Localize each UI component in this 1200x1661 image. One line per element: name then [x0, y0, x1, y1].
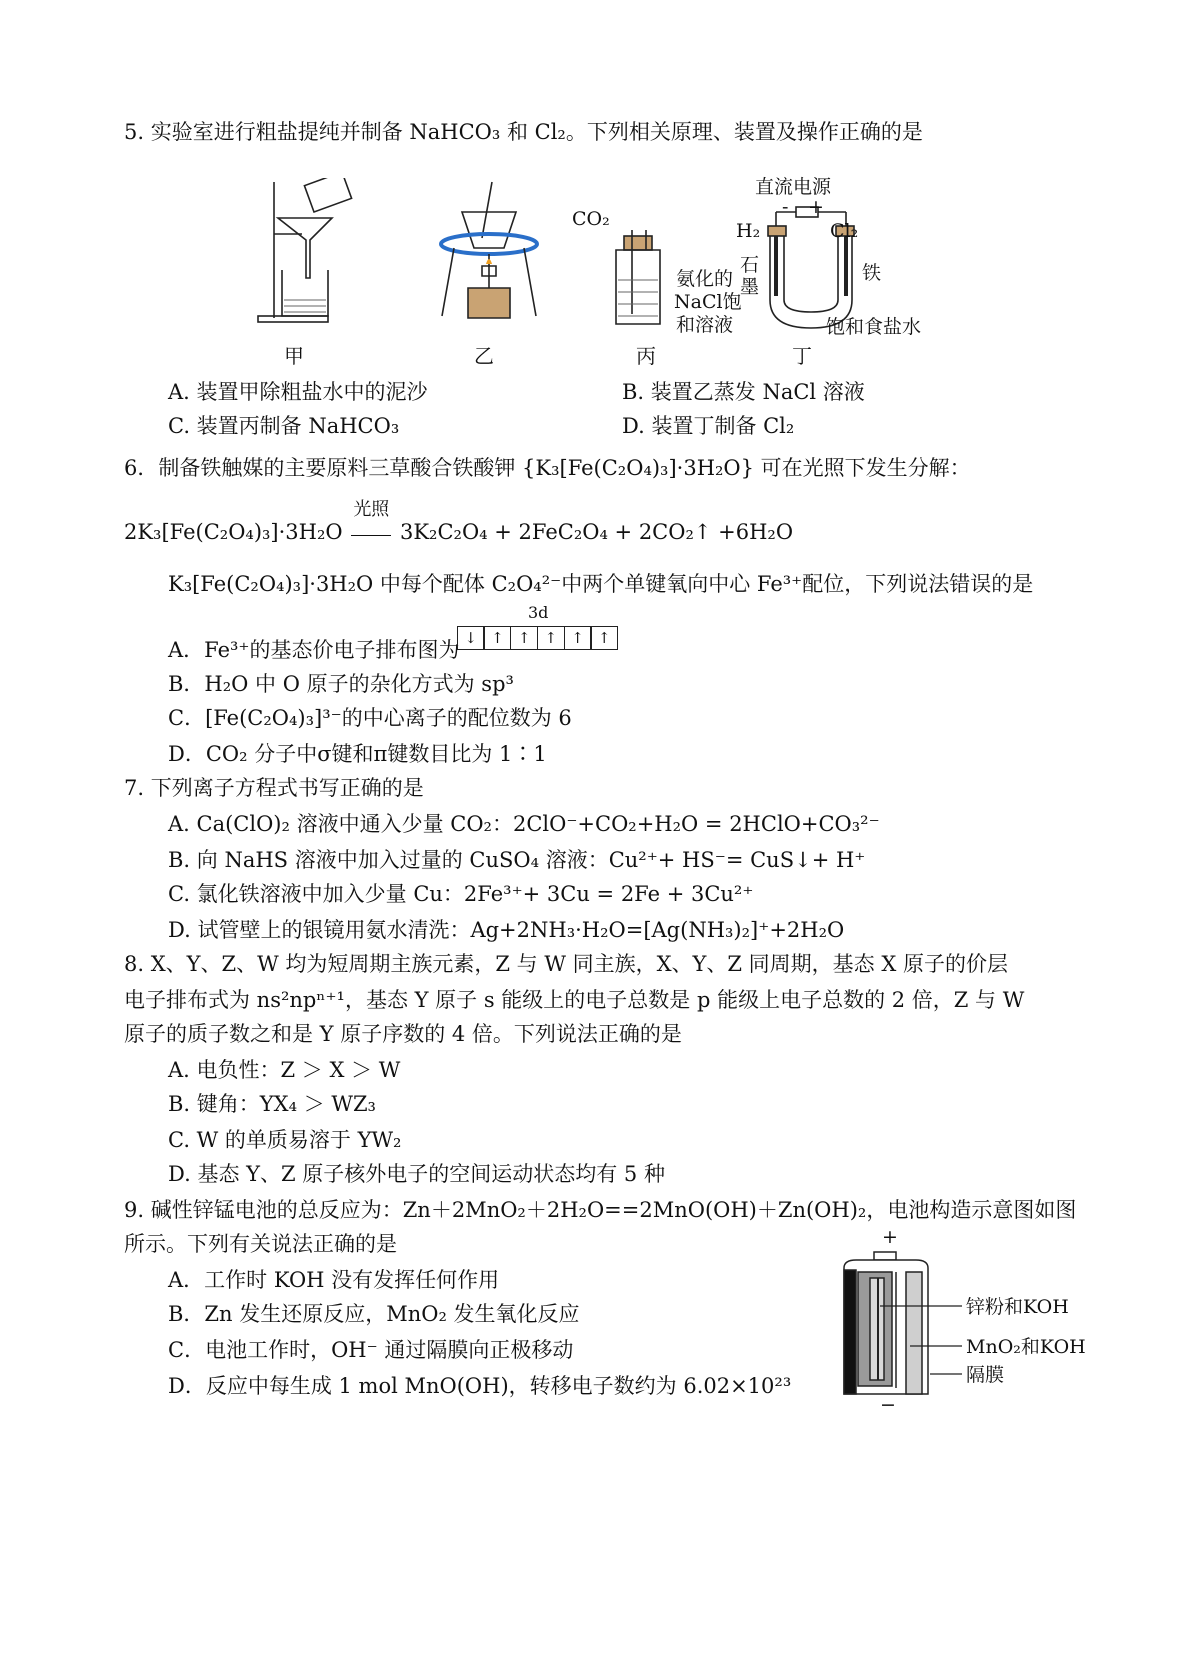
solution-label-line1: 氨化的	[676, 268, 734, 290]
equation-right: 3K₂C₂O₄ + 2FeC₂O₄ + 2CO₂↑ +6H₂O	[400, 520, 794, 544]
q5-option-c[interactable]: C. 装置丙制备 NaHCO₃	[168, 414, 400, 438]
mno2-koh-label: MnO₂和KOH	[966, 1336, 1086, 1358]
evaporation-apparatus-figure	[434, 178, 544, 328]
orbital-box-5: ↑	[564, 626, 592, 650]
battery-leader-lines	[880, 1290, 964, 1400]
q7-option-c[interactable]: C. 氯化铁溶液中加入少量 Cu：2Fe³⁺+ 3Cu = 2Fe + 3Cu²⁺	[168, 882, 754, 906]
q8-option-a[interactable]: A. 电负性：Z ＞ X ＞ W	[168, 1058, 401, 1082]
q6-option-b[interactable]: B．H₂O 中 O 原子的杂化方式为 sp³	[168, 672, 514, 696]
q6-option-d[interactable]: D．CO₂ 分子中σ键和π键数目比为 1∶1	[168, 742, 547, 766]
h2-label: H₂	[736, 220, 761, 242]
q9-option-a[interactable]: A．工作时 KOH 没有发挥任何作用	[168, 1268, 500, 1292]
q5-option-a[interactable]: A. 装置甲除粗盐水中的泥沙	[168, 380, 428, 404]
orbital-box-4: ↑	[537, 626, 565, 650]
q7-option-d[interactable]: D. 试管壁上的银镜用氨水清洗：Ag+2NH₃·H₂O=[Ag(NH₃)₂]⁺+2H₂O	[168, 918, 845, 942]
figure-ding-caption: 丁	[792, 344, 812, 368]
q8-option-b[interactable]: B. 键角：YX₄ ＞ WZ₃	[168, 1092, 376, 1116]
cl2-label: Cl₂	[830, 220, 859, 242]
solution-label-line2: NaCl饱	[674, 291, 742, 313]
solution-label-line3: 和溶液	[676, 314, 734, 336]
q5-stem: 5. 实验室进行粗盐提纯并制备 NaHCO₃ 和 Cl₂。下列相关原理、装置及操作正确的是	[124, 120, 923, 144]
q6-stem: 6．制备铁触媒的主要原料三草酸合铁酸钾 {K₃[Fe(C₂O₄)₃]·3H₂O} 可在光照下发生分解：	[124, 456, 971, 480]
q9-option-b[interactable]: B．Zn 发生还原反应，MnO₂ 发生氧化反应	[168, 1302, 580, 1326]
figure-bing-caption: 丙	[636, 344, 656, 368]
orbital-3d-label: 3d	[528, 603, 549, 622]
q6-note: K₃[Fe(C₂O₄)₃]·3H₂O 中每个配体 C₂O₄²⁻中两个单键氧向中心 Fe³⁺配位，下列说法错误的是	[168, 572, 1034, 596]
q8-stem-line2: 电子排布式为 ns²npⁿ⁺¹，基态 Y 原子 s 能级上的电子总数是 p 能级上电子总数的 2 倍，Z 与 W	[124, 988, 1025, 1012]
dc-power-label: 直流电源	[755, 176, 832, 198]
plus-terminal-label: +	[808, 196, 824, 218]
q8-option-d[interactable]: D. 基态 Y、Z 原子核外电子的空间运动状态均有 5 种	[168, 1162, 665, 1186]
q5-option-d[interactable]: D. 装置丁制备 Cl₂	[622, 414, 795, 438]
q8-stem-line3: 原子的质子数之和是 Y 原子序数的 4 倍。下列说法正确的是	[124, 1022, 682, 1046]
q6-option-a[interactable]: A．Fe³⁺的基态价电子排布图为	[168, 638, 460, 662]
orbital-box-1: ↓	[457, 626, 485, 650]
filtration-apparatus-figure	[250, 178, 360, 328]
gas-bottle-figure	[606, 230, 666, 330]
orbital-box-3: ↑	[510, 626, 538, 650]
membrane-label: 隔膜	[966, 1364, 1005, 1386]
figure-jia-caption: 甲	[284, 344, 304, 368]
orbital-diagram	[458, 626, 618, 650]
q9-option-d[interactable]: D．反应中每生成 1 mol MnO(OH)，转移电子数约为 6.02×10²³	[168, 1374, 792, 1398]
figure-yi-caption: 乙	[474, 344, 494, 368]
q6-equation	[124, 498, 794, 548]
q9-stem-line1: 9. 碱性锌锰电池的总反应为：Zn＋2MnO₂＋2H₂O==2MnO(OH)＋Zn(OH)₂，电池构造示意图如图	[124, 1198, 1077, 1222]
q7-option-a[interactable]: A. Ca(ClO)₂ 溶液中通入少量 CO₂：2ClO⁻+CO₂+H₂O = 2HClO+CO₃²⁻	[168, 812, 880, 836]
orbital-box-6: ↑	[590, 626, 618, 650]
equation-left: 2K₃[Fe(C₂O₄)₃]·3H₂O	[124, 520, 343, 544]
q8-option-c[interactable]: C. W 的单质易溶于 YW₂	[168, 1128, 402, 1152]
q6-option-c[interactable]: C．[Fe(C₂O₄)₃]³⁻的中心离子的配位数为 6	[168, 706, 572, 730]
q9-option-c[interactable]: C．电池工作时，OH⁻ 通过隔膜向正极移动	[168, 1338, 574, 1362]
brine-label: 饱和食盐水	[826, 316, 922, 338]
battery-plus-label: +	[882, 1226, 898, 1248]
q7-option-b[interactable]: B. 向 NaHS 溶液中加入过量的 CuSO₄ 溶液：Cu²⁺+ HS⁻= CuS↓+ H⁺	[168, 848, 866, 872]
graphite-label-2: 墨	[740, 276, 760, 298]
co2-label: CO₂	[572, 208, 610, 230]
minus-terminal-label: -	[782, 196, 789, 218]
iron-label: 铁	[862, 262, 882, 284]
orbital-box-2: ↑	[483, 626, 511, 650]
battery-minus-label: −	[880, 1394, 896, 1416]
zinc-koh-label: 锌粉和KOH	[966, 1296, 1069, 1318]
q9-stem-line2: 所示。下列有关说法正确的是	[124, 1232, 397, 1256]
equation-equals-line	[351, 535, 391, 536]
q8-stem-line1: 8. X、Y、Z、W 均为短周期主族元素，Z 与 W 同主族，X、Y、Z 同周期，基态 X 原子的价层	[124, 952, 1008, 976]
q5-option-b[interactable]: B. 装置乙蒸发 NaCl 溶液	[622, 380, 865, 404]
graphite-label-1: 石	[740, 254, 760, 276]
equation-condition: 光照	[353, 498, 390, 520]
q7-stem: 7. 下列离子方程式书写正确的是	[124, 776, 424, 800]
